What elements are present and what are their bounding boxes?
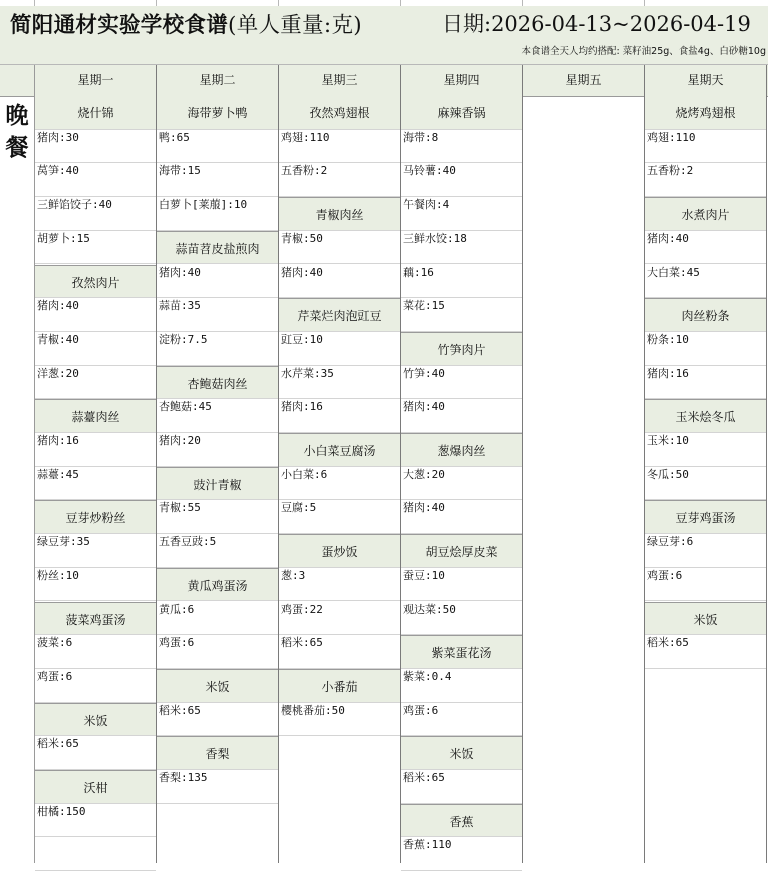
ingredient-weight: 藕:16 xyxy=(401,265,522,299)
day-column xyxy=(279,96,400,863)
meal-label-dinner: 晚餐 xyxy=(5,102,29,161)
dish-name: 米饭 xyxy=(35,703,156,737)
dish-name: 黄瓜鸡蛋汤 xyxy=(157,568,278,602)
ingredient-weight: 五香粉:2 xyxy=(645,163,766,197)
ingredient-weight: 蒜苗:35 xyxy=(157,298,278,332)
ingredient-weight: 猪肉:40 xyxy=(279,265,400,299)
ingredient-weight: 水芹菜:35 xyxy=(279,366,400,400)
ingredient-weight: 鸡蛋:6 xyxy=(645,568,766,602)
weekday-header: 星期天 xyxy=(687,73,724,87)
ingredient-weight: 猪肉:40 xyxy=(645,231,766,265)
ingredient-weight: 香梨:135 xyxy=(157,770,278,804)
dish-name: 蒜苗苕皮盐煎肉 xyxy=(157,231,278,265)
ingredient-weight: 猪肉:16 xyxy=(645,366,766,400)
column-divider xyxy=(400,65,401,863)
sheet-title xyxy=(10,8,362,39)
dish-name: 青椒肉丝 xyxy=(279,197,400,231)
ingredient-weight: 淀粉:7.5 xyxy=(157,332,278,366)
ingredient-weight: 菠菜:6 xyxy=(35,635,156,669)
ingredient-weight: 猪肉:16 xyxy=(279,399,400,433)
ingredient-weight: 鸭:65 xyxy=(157,130,278,164)
dish-name: 肉丝粉条 xyxy=(645,298,766,332)
ingredient-weight: 五香豆豉:5 xyxy=(157,534,278,568)
ingredient-weight: 稻米:65 xyxy=(401,770,522,804)
ingredient-weight: 蚕豆:10 xyxy=(401,568,522,602)
weight-unit: (单人重量:克) xyxy=(228,13,362,38)
ingredient-weight: 绿豆芽:35 xyxy=(35,534,156,568)
ingredient-weight: 海带:8 xyxy=(401,130,522,164)
ingredient-weight: 绿豆芽:6 xyxy=(645,534,766,568)
dish-name: 麻辣香锅 xyxy=(401,96,522,130)
dish-name: 米饭 xyxy=(157,669,278,703)
ingredient-weight: 鸡蛋:22 xyxy=(279,602,400,636)
ingredient-weight: 海带:15 xyxy=(157,163,278,197)
ingredient-weight: 青椒:40 xyxy=(35,332,156,366)
ingredient-weight: 青椒:50 xyxy=(279,231,400,265)
ingredient-weight: 鸡蛋:6 xyxy=(401,703,522,737)
ingredient-weight: 猪肉:40 xyxy=(35,298,156,332)
dish-name: 海带萝卜鸭 xyxy=(157,96,278,130)
day-column xyxy=(35,96,156,863)
dish-name: 蛋炒饭 xyxy=(279,534,400,568)
ingredient-weight: 粉条:10 xyxy=(645,332,766,366)
dish-name: 水煮肉片 xyxy=(645,197,766,231)
dish-name: 胡豆烩厚皮菜 xyxy=(401,534,522,568)
ingredient-weight: 蒜薹:45 xyxy=(35,467,156,501)
ingredient-weight: 三鲜水饺:18 xyxy=(401,231,522,265)
dish-name: 葱爆肉丝 xyxy=(401,433,522,467)
ingredient-weight: 鸡蛋:6 xyxy=(35,669,156,703)
dish-name: 蒜薹肉丝 xyxy=(35,399,156,433)
weekday-header-row xyxy=(0,65,768,97)
ingredient-weight: 猪肉:30 xyxy=(35,130,156,164)
date-range: 日期:2026-04-13~2026-04-19 xyxy=(442,12,751,36)
ingredient-weight: 豇豆:10 xyxy=(279,332,400,366)
dish-name: 烧什锦 xyxy=(35,96,156,130)
ingredient-weight: 鸡翅:110 xyxy=(645,130,766,164)
weekday-header: 星期一 xyxy=(77,73,114,87)
ingredient-weight: 猪肉:16 xyxy=(35,433,156,467)
ingredient-weight: 冬瓜:50 xyxy=(645,467,766,501)
dish-name: 豆芽鸡蛋汤 xyxy=(645,500,766,534)
dish-name: 米饭 xyxy=(401,736,522,770)
ingredient-weight: 柑橘:150 xyxy=(35,804,156,838)
day-column xyxy=(401,96,522,863)
school-title: 简阳通材实验学校食谱 xyxy=(10,13,229,38)
dish-name: 米饭 xyxy=(645,602,766,636)
ingredient-weight: 紫菜:0.4 xyxy=(401,669,522,703)
dish-name: 烧烤鸡翅根 xyxy=(645,96,766,130)
dish-name: 豆芽炒粉丝 xyxy=(35,500,156,534)
ingredient-weight: 鸡蛋:6 xyxy=(157,635,278,669)
dish-name: 杏鲍菇肉丝 xyxy=(157,366,278,400)
weekday-header: 星期五 xyxy=(565,73,602,87)
dish-name: 菠菜鸡蛋汤 xyxy=(35,602,156,636)
ingredient-weight: 大白菜:45 xyxy=(645,265,766,299)
dish-name: 小番茄 xyxy=(279,669,400,703)
ingredient-weight: 稻米:65 xyxy=(157,703,278,737)
ingredient-weight: 猪肉:40 xyxy=(157,265,278,299)
daily-oil-salt-sugar-note: 本食谱全天人均约搭配: 菜籽油25g、食盐4g、白砂糖10g xyxy=(521,46,766,57)
column-divider xyxy=(278,65,279,863)
ingredient-weight: 青椒:55 xyxy=(157,500,278,534)
dish-name: 玉米烩冬瓜 xyxy=(645,399,766,433)
weekday-header: 星期三 xyxy=(321,73,358,87)
ingredient-weight: 葱:3 xyxy=(279,568,400,602)
ingredient-weight: 三鲜馅饺子:40 xyxy=(35,197,156,231)
ingredient-weight: 洋葱:20 xyxy=(35,366,156,400)
ingredient-weight: 黄瓜:6 xyxy=(157,602,278,636)
ingredient-weight: 鸡翅:110 xyxy=(279,130,400,164)
ingredient-weight: 小白菜:6 xyxy=(279,467,400,501)
ingredient-weight: 菜花:15 xyxy=(401,298,522,332)
weekday-header: 星期二 xyxy=(199,73,236,87)
ingredient-weight: 莴笋:40 xyxy=(35,163,156,197)
ingredient-weight: 白萝卜[莱菔]:10 xyxy=(157,197,278,231)
ingredient-weight: 稻米:65 xyxy=(279,635,400,669)
ingredient-weight: 香蕉:110 xyxy=(401,837,522,871)
ingredient-weight: 胡萝卜:15 xyxy=(35,231,156,265)
column-divider xyxy=(34,65,35,863)
dish-name: 孜然鸡翅根 xyxy=(279,96,400,130)
ingredient-weight: 粉丝:10 xyxy=(35,568,156,602)
dish-name: 沃柑 xyxy=(35,770,156,804)
ingredient-weight: 稻米:65 xyxy=(35,736,156,770)
day-column xyxy=(645,96,766,863)
ingredient-weight: 五香粉:2 xyxy=(279,163,400,197)
ingredient-weight: 午餐肉:4 xyxy=(401,197,522,231)
day-column xyxy=(523,96,644,863)
ingredient-weight: 马铃薯:40 xyxy=(401,163,522,197)
ingredient-weight: 玉米:10 xyxy=(645,433,766,467)
dish-name: 香蕉 xyxy=(401,804,522,838)
dish-name: 紫菜蛋花汤 xyxy=(401,635,522,669)
weekday-header: 星期四 xyxy=(443,73,480,87)
empty-cell xyxy=(35,837,156,871)
column-divider xyxy=(156,65,157,863)
ingredient-weight: 竹笋:40 xyxy=(401,366,522,400)
column-divider xyxy=(522,65,523,863)
dish-name: 香梨 xyxy=(157,736,278,770)
ingredient-weight: 猪肉:40 xyxy=(401,399,522,433)
ingredient-weight: 稻米:65 xyxy=(645,635,766,669)
ingredient-weight: 猪肉:40 xyxy=(401,500,522,534)
ingredient-weight: 豆腐:5 xyxy=(279,500,400,534)
dish-name: 豉汁青椒 xyxy=(157,467,278,501)
day-column xyxy=(157,96,278,863)
sheet-header xyxy=(0,6,768,65)
dish-name: 竹笋肉片 xyxy=(401,332,522,366)
ingredient-weight: 猪肉:20 xyxy=(157,433,278,467)
ingredient-weight: 樱桃番茄:50 xyxy=(279,703,400,737)
dish-name: 小白菜豆腐汤 xyxy=(279,433,400,467)
ingredient-weight: 观达菜:50 xyxy=(401,602,522,636)
ingredient-weight: 杏鲍菇:45 xyxy=(157,399,278,433)
column-divider xyxy=(766,65,767,863)
ingredient-weight: 大葱:20 xyxy=(401,467,522,501)
dish-name: 孜然肉片 xyxy=(35,265,156,299)
dish-name: 芹菜烂肉泡豇豆 xyxy=(279,298,400,332)
column-divider xyxy=(644,65,645,863)
